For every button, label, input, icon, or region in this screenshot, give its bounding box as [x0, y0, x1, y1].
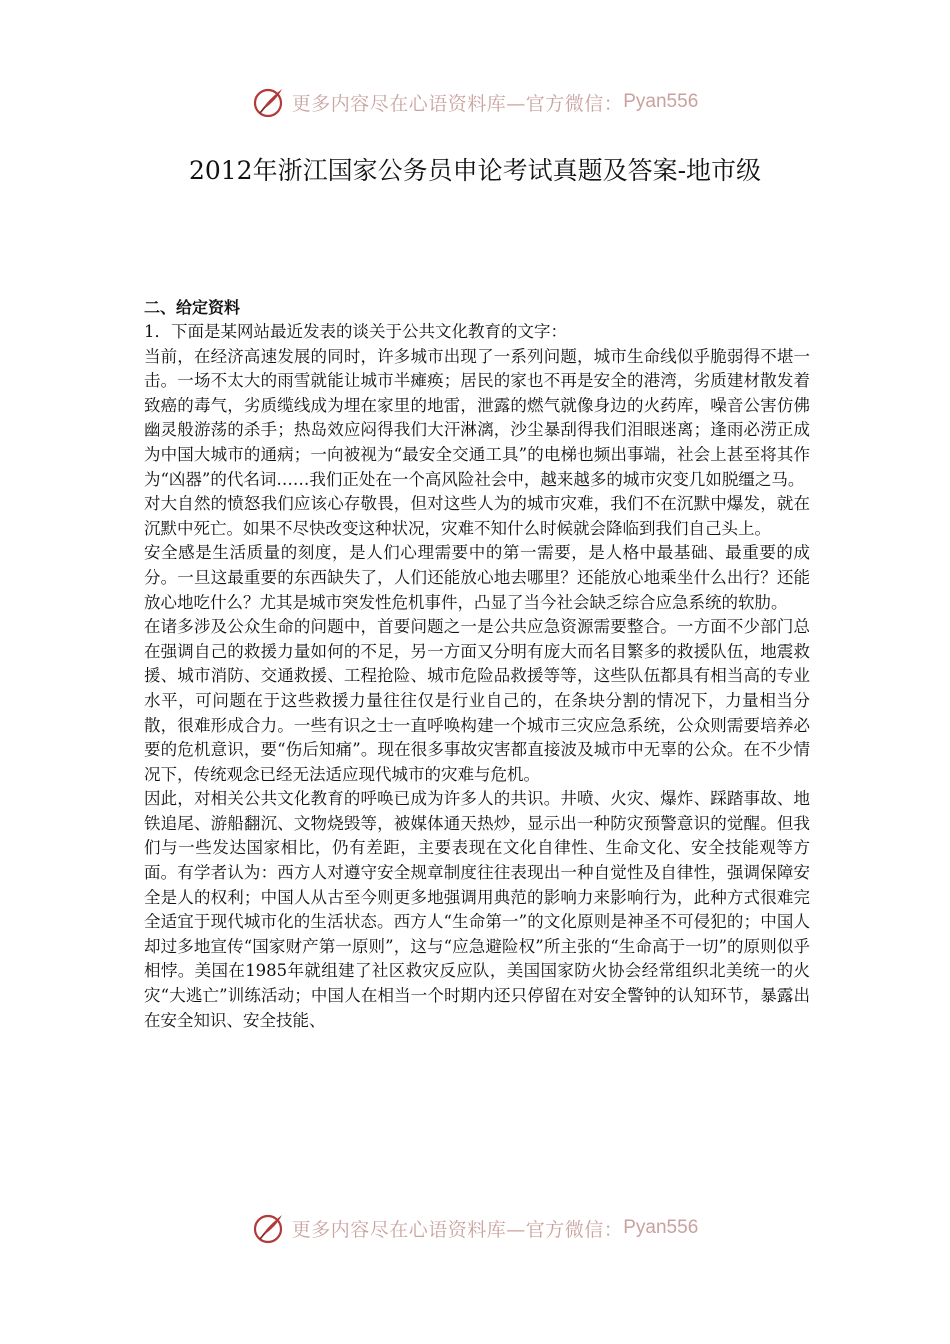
- paragraph: 对大自然的愤怒我们应该心存敬畏，但对这些人为的城市灾难，我们不在沉默中爆发，就在沉默中死亡。如果不尽快改变这种状况，灾难不知什么时候就会降临到我们自己头上。: [144, 494, 810, 538]
- paragraph: 在诸多涉及公众生命的问题中，首要问题之一是公共应急资源需要整合。一方面不少部门总在强调自己的救援力量如何的不足，另一方面又分明有庞大而名目繁多的救援队伍，地震救援、城市消防、交通救援、工程抢险、城市危险品救援等等，这些队伍都具有相当高的专业水平，可问题在于这些救援力量往往仅是行业自己的，在条块分割的情况下，力量相当分散，很难形成合力。一些有识之士一直呼唤构建一个城市三灾应急系统，公众则需要培养必要的危机意识，要“伤后知痛”。现在很多事故灾害都直接波及城市中无辜的公众。在不少情况下，传统观念已经无法适应现代城市的灾难与危机。: [144, 617, 810, 784]
- quill-logo-icon: [252, 85, 286, 119]
- document-title: 2012年浙江国家公务员申论考试真题及答案-地市级: [188, 156, 762, 185]
- section-heading: 二、给定资料: [144, 298, 241, 317]
- watermark-text: 更多内容尽在心语资料库—官方微信：: [291, 1218, 624, 1241]
- paragraph: 因此，对相关公共文化教育的呼唤已成为许多人的共识。井喷、火灾、爆炸、踩踏事故、地铁追尾、游船翻沉、文物烧毁等，被媒体通天热炒，显示出一种防灾预警意识的觉醒。但我们与一些发达国家相比，仍有差距，主要表现在文化自律性、生命文化、安全技能观等方面。有学者认为：西方人对遵守安全规章制度往往表现出一种自觉性及自律性，强调保障安全是人的权利；中国人从古至今则更多地强调用典范的影响力来影响行为，此种方式很难完全适宜于现代城市化的生活状态。西方人“生命第一”的文化原则是神圣不可侵犯的；中国人却过多地宣传“国家财产第一原则”，这与“应急避险权”所主张的“生命高于一切”的原则似乎相悖。美国在1985年就组建了社区救灾反应队，美国国家防火协会经常组织北美统一的火灾“大逃亡”训练活动；中国人在相当一个时期内还只停留在对安全警钟的认知环节，暴露出在安全知识、安全技能、: [144, 789, 810, 1030]
- watermark-text: 更多内容尽在心语资料库—官方微信：: [291, 92, 624, 115]
- document-body: [144, 295, 810, 1033]
- watermark-wechat-id: Pyan556: [623, 91, 699, 112]
- watermark-banner-bottom: [0, 1206, 950, 1250]
- paragraph: 安全感是生活质量的刻度，是人们心理需要中的第一需要，是人格中最基础、最重要的成分。一旦这最重要的东西缺失了，人们还能放心地去哪里？还能放心地乘坐什么出行？还能放心地吃什么？尤其是城市突发性危机事件，凸显了当今社会缺乏综合应急系统的软肋。: [144, 543, 810, 612]
- intro-line: 1．下面是某网站最近发表的谈关于公共文化教育的文字：: [144, 322, 567, 341]
- paragraph: 当前，在经济高速发展的同时，许多城市出现了一系列问题，城市生命线似乎脆弱得不堪一击。一场不太大的雨雪就能让城市半瘫痪；居民的家也不再是安全的港湾，劣质建材散发着致癌的毒气，劣质缆线成为埋在家里的地雷，泄露的燃气就像身边的火药库，噪音公害仿佛幽灵般游荡的杀手；热岛效应闷得我们大汗淋漓，沙尘暴刮得我们泪眼迷离；逢雨必涝正成为中国大城市的通病；一向被视为“最安全交通工具”的电梯也频出事端，社会上甚至将其作为“凶器”的代名词……我们正处在一个高风险社会中，越来越多的城市灾变几如脱缰之马。: [144, 346, 810, 489]
- quill-logo-icon: [252, 1211, 286, 1245]
- watermark-wechat-id: Pyan556: [623, 1217, 699, 1238]
- watermark-banner-top: [0, 80, 950, 124]
